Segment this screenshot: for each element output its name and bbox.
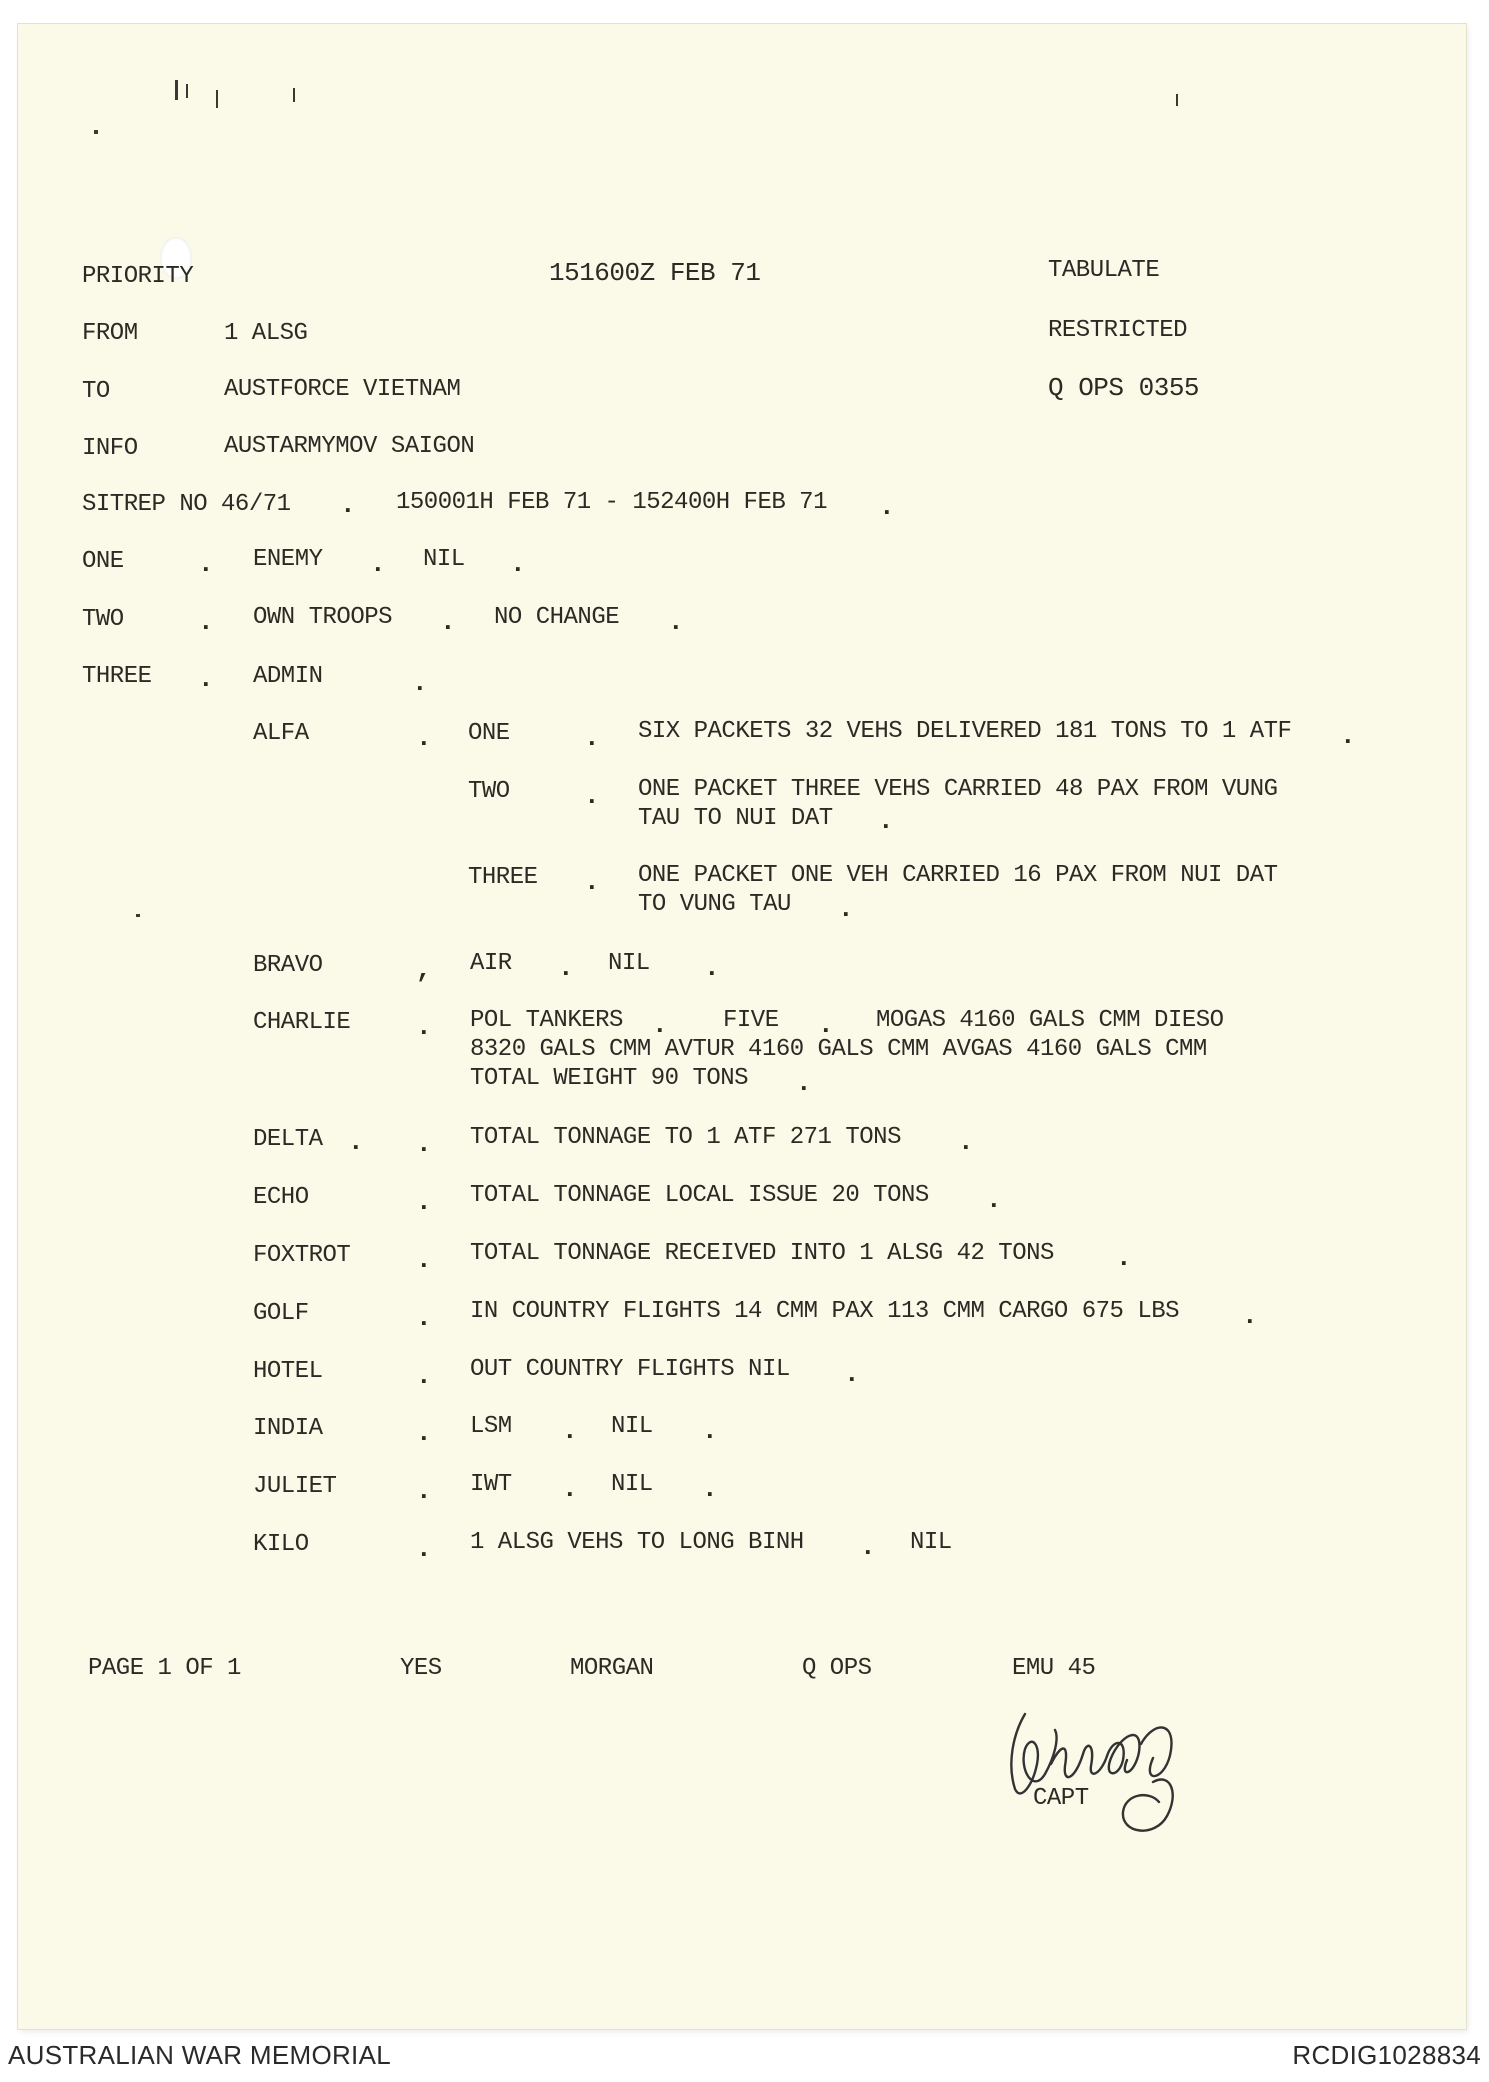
from-value: 1 ALSG: [224, 320, 308, 347]
separator: .: [986, 1185, 1002, 1215]
bravo-nil: NIL: [608, 950, 650, 977]
separator: .: [879, 492, 895, 522]
to-label: TO: [82, 378, 110, 405]
stray-mark: [94, 130, 98, 134]
para-three-number: THREE: [82, 663, 152, 690]
foxtrot-text: TOTAL TONNAGE RECEIVED INTO 1 ALSG 42 TONS: [470, 1240, 1054, 1267]
separator: .: [416, 1303, 432, 1333]
separator: .: [1116, 1243, 1132, 1273]
separator: .: [340, 490, 356, 520]
info-label: INFO: [82, 435, 138, 462]
separator: .: [702, 1474, 718, 1504]
separator: .: [652, 1010, 668, 1040]
separator: .: [416, 1361, 432, 1391]
separator: .: [412, 668, 428, 698]
kilo-label: KILO: [253, 1531, 309, 1558]
separator: .: [416, 723, 432, 753]
separator: .: [584, 723, 600, 753]
alfa-one-number: ONE: [468, 720, 510, 747]
india-label: INDIA: [253, 1415, 323, 1442]
archive-id: RCDIG1028834: [1292, 2040, 1481, 2070]
para-one-heading: ENEMY: [253, 546, 323, 573]
hotel-text: OUT COUNTRY FLIGHTS NIL: [470, 1356, 790, 1383]
classification: RESTRICTED: [1048, 317, 1188, 344]
separator: .: [668, 607, 684, 637]
message-reference: Q OPS 0355: [1048, 373, 1200, 403]
extension: EMU 45: [1012, 1655, 1096, 1682]
para-two-heading: OWN TROOPS: [253, 604, 393, 631]
alfa-three-number: THREE: [468, 864, 538, 891]
para-two-text: NO CHANGE: [494, 604, 620, 631]
from-label: FROM: [82, 320, 138, 347]
alfa-two-number: TWO: [468, 778, 510, 805]
foxtrot-label: FOXTROT: [253, 1242, 351, 1269]
separator: .: [844, 1359, 860, 1389]
releasing-officer: MORGAN: [570, 1655, 654, 1682]
page-count: PAGE 1 OF 1: [88, 1655, 241, 1682]
to-value: AUSTFORCE VIETNAM: [224, 376, 461, 403]
separator: .: [796, 1068, 812, 1098]
handwritten-signature: [1003, 1694, 1193, 1844]
separator: .: [860, 1532, 876, 1562]
charlie-text-line3: TOTAL WEIGHT 90 TONS: [470, 1065, 749, 1092]
bravo-air: AIR: [470, 950, 512, 977]
kilo-text: 1 ALSG VEHS TO LONG BINH: [470, 1529, 804, 1556]
india-lsm: LSM: [470, 1413, 512, 1440]
para-three-heading: ADMIN: [253, 663, 323, 690]
stray-mark: [216, 90, 218, 108]
separator: .: [702, 1416, 718, 1446]
separator: .: [416, 1534, 432, 1564]
release-yes: YES: [400, 1655, 442, 1682]
charlie-text-line1: MOGAS 4160 GALS CMM DIESO: [876, 1007, 1224, 1034]
separator: .: [562, 1416, 578, 1446]
separator: .: [584, 781, 600, 811]
separator: .: [878, 806, 894, 836]
charlie-text-line2: 8320 GALS CMM AVTUR 4160 GALS CMM AVGAS 4160 GALS CMM: [470, 1036, 1207, 1063]
separator: ,: [416, 955, 432, 985]
separator: .: [348, 1127, 364, 1157]
priority-label: PRIORITY: [82, 263, 194, 290]
alfa-two-text-line2: TAU TO NUI DAT: [638, 805, 833, 832]
alfa-one-text: SIX PACKETS 32 VEHS DELIVERED 181 TONS TO 1 ATF: [638, 718, 1292, 745]
info-value: AUSTARMYMOV SAIGON: [224, 433, 475, 460]
india-nil: NIL: [611, 1413, 653, 1440]
stray-mark: [1176, 94, 1178, 106]
bravo-label: BRAVO: [253, 952, 323, 979]
separator: .: [510, 549, 526, 579]
tabulate-label: TABULATE: [1048, 257, 1160, 284]
separator: .: [370, 549, 386, 579]
separator: .: [416, 1476, 432, 1506]
kilo-nil: NIL: [910, 1529, 952, 1556]
golf-label: GOLF: [253, 1300, 309, 1327]
separator: .: [416, 1012, 432, 1042]
separator: .: [958, 1127, 974, 1157]
sitrep-period: 150001H FEB 71 - 152400H FEB 71: [396, 489, 827, 516]
rank: CAPT: [1033, 1785, 1089, 1812]
separator: .: [416, 1187, 432, 1217]
separator: .: [1242, 1301, 1258, 1331]
delta-label: DELTA: [253, 1126, 323, 1153]
hotel-label: HOTEL: [253, 1358, 323, 1385]
separator: .: [704, 953, 720, 983]
echo-text: TOTAL TONNAGE LOCAL ISSUE 20 TONS: [470, 1182, 929, 1209]
branch: Q OPS: [802, 1655, 872, 1682]
charlie-pol-tankers: POL TANKERS: [470, 1007, 623, 1034]
date-time-group: 151600Z FEB 71: [549, 258, 761, 288]
echo-label: ECHO: [253, 1184, 309, 1211]
alfa-two-text-line1: ONE PACKET THREE VEHS CARRIED 48 PAX FROM VUNG: [638, 776, 1278, 803]
alfa-label: ALFA: [253, 720, 309, 747]
golf-text: IN COUNTRY FLIGHTS 14 CMM PAX 113 CMM CARGO 675 LBS: [470, 1298, 1180, 1325]
stray-mark: [175, 80, 178, 100]
stray-mark: [293, 88, 295, 102]
separator: .: [1340, 721, 1356, 751]
sitrep-number: SITREP NO 46/71: [82, 491, 291, 518]
document-page: [18, 24, 1466, 2029]
separator: .: [584, 867, 600, 897]
para-one-text: NIL: [423, 546, 465, 573]
charlie-label: CHARLIE: [253, 1009, 351, 1036]
para-two-number: TWO: [82, 606, 124, 633]
separator: .: [558, 953, 574, 983]
separator: .: [416, 1129, 432, 1159]
separator: .: [838, 894, 854, 924]
juliet-iwt: IWT: [470, 1471, 512, 1498]
alfa-three-text-line1: ONE PACKET ONE VEH CARRIED 16 PAX FROM NUI DAT: [638, 862, 1278, 889]
stray-mark: [186, 84, 188, 98]
juliet-label: JULIET: [253, 1473, 337, 1500]
separator: .: [440, 607, 456, 637]
stray-mark: [136, 914, 140, 917]
juliet-nil: NIL: [611, 1471, 653, 1498]
alfa-three-text-line2: TO VUNG TAU: [638, 891, 791, 918]
separator: .: [818, 1010, 834, 1040]
separator: .: [198, 664, 214, 694]
delta-text: TOTAL TONNAGE TO 1 ATF 271 TONS: [470, 1124, 901, 1151]
charlie-five: FIVE: [723, 1007, 779, 1034]
archive-credit: AUSTRALIAN WAR MEMORIAL: [8, 2040, 391, 2070]
para-one-number: ONE: [82, 548, 124, 575]
separator: .: [562, 1474, 578, 1504]
separator: .: [416, 1418, 432, 1448]
separator: .: [416, 1245, 432, 1275]
separator: .: [198, 549, 214, 579]
separator: .: [198, 607, 214, 637]
